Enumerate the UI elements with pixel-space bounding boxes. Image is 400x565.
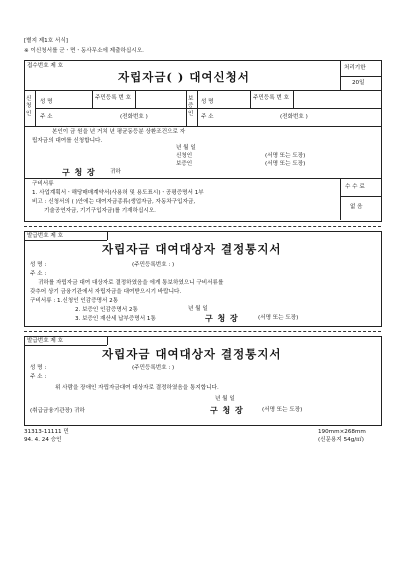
divider <box>340 60 341 90</box>
notice1-docs-item-2: 2. 보증인 인감증명서 2통 <box>75 307 138 313</box>
guarantor-signature-label: 보증인 <box>176 161 193 167</box>
divider <box>24 90 381 91</box>
divider <box>92 90 93 108</box>
applicant-signature-label: 신청인 <box>176 153 193 159</box>
divider <box>197 90 198 126</box>
divider <box>186 90 187 126</box>
approval-date: 94. 4. 24 승인 <box>24 437 62 443</box>
notice1-docs-title: 구비서류 : 1.신청인 인감증명서 2통 <box>30 298 119 304</box>
applicant-signature-note: (서명 또는 도장) <box>265 153 306 159</box>
notice2-bank-label: (취급금융기관장) 귀하 <box>30 408 85 414</box>
guarantor-name-label: 성 명 <box>201 99 214 105</box>
processing-period-value: 20일 <box>352 80 365 86</box>
paper-size: 190mm×268mm <box>318 429 366 435</box>
applicant-side-label: 신청인 <box>26 96 32 117</box>
divider <box>340 76 381 77</box>
divider <box>24 178 381 179</box>
office-suffix: 귀하 <box>110 169 121 175</box>
notice1-id-label: (주민등록번호 : ) <box>132 262 175 268</box>
cut-line <box>24 226 381 227</box>
docs-note-2: 기술공연자금, 기기구입자금)를 기재하십시오. <box>44 208 156 214</box>
divider <box>340 196 381 197</box>
notice1-office: 구 청 장 <box>205 313 239 323</box>
notice1-sign-note: (서명 또는 도장) <box>258 315 299 321</box>
form-reference: [별지 제1호 서식] <box>24 38 68 44</box>
notice1-name-label: 성 명 : <box>30 262 47 268</box>
notice2-sign-note: (서명 또는 도장) <box>262 407 303 413</box>
guarantor-address-label: 주 소 <box>201 114 214 120</box>
processing-period-label: 처리기한 <box>344 65 366 71</box>
divider <box>107 231 108 240</box>
applicant-address-label: 주 소 <box>40 114 53 120</box>
request-text-line1: 본인이 금 원을 년 거치 년 평균동등분 상환조건으로 자 <box>52 129 186 135</box>
form-code: 31313-11111 민 <box>24 429 69 435</box>
docs-item-1: 1. 사업계획서ㆍ해당매매계약서(사용허 및 용도표시)ㆍ공평증명서 1부 <box>32 190 204 196</box>
notice1-address-label: 주 소 : <box>30 271 47 277</box>
notice2-name-label: 성 명 : <box>30 365 47 371</box>
notice2-office: 구 청 장 <box>210 405 244 415</box>
request-text-line2: 립자금의 대여를 신청합니다. <box>32 138 103 144</box>
docs-label: 구비서류 <box>32 181 54 187</box>
notice1-title: 자립자금 대여대상자 결정통지서 <box>102 242 282 256</box>
notice1-body-line2: 갖추어 상기 금융기관에서 자립자금을 대여받으시기 바랍니다. <box>30 289 182 295</box>
applicant-phone-label: (전화번호 ) <box>120 114 148 120</box>
fee-value: 없 음 <box>350 204 363 210</box>
docs-note: 비고 : 신청서의 ( )안에는 대여자금종류(생업자금, 자동차구입자금, <box>32 199 196 205</box>
divider <box>340 178 341 220</box>
notice2-date: 년 월 일 <box>215 396 235 402</box>
notice1-body-line1: 귀하를 자립자금 대여 대상자로 결정하였음을 에게 통보하였으니 구비서류를 <box>38 280 224 286</box>
submission-note: ※ 이신청서를 군ㆍ면ㆍ동사무소에 제출하십시오. <box>24 48 144 54</box>
divider <box>35 108 381 109</box>
guarantor-signature-note: (서명 또는 도장) <box>265 161 306 167</box>
divider <box>293 90 294 108</box>
paper-type: (신문용지 54g/㎡) <box>318 437 364 443</box>
applicant-name-label: 성 명 <box>40 99 53 105</box>
fee-label: 수 수 료 <box>345 184 365 190</box>
guarantor-id-label: 주민등록 번 호 <box>253 95 289 101</box>
cut-line <box>24 331 381 332</box>
divider <box>135 90 136 108</box>
notice2-id-label: (주민등록번호 : ) <box>132 365 175 371</box>
guarantor-side-label: 보증인 <box>188 96 194 117</box>
application-title: 자립자금( ) 대여신청서 <box>118 70 250 84</box>
divider <box>107 336 108 345</box>
notice1-receipt-label: 발급번호 제 호 <box>27 233 63 239</box>
notice2-receipt-label: 발급번호 제 호 <box>27 338 63 344</box>
office-name: 구 청 장 <box>62 167 96 177</box>
divider <box>24 126 381 127</box>
notice1-docs-item-3: 3. 보증인 재산세 납부증명서 1통 <box>75 316 156 322</box>
application-date: 년 월 일 <box>176 145 196 151</box>
divider <box>24 240 107 241</box>
applicant-id-label: 주민등록 번 호 <box>95 95 131 101</box>
notice1-date: 년 월 일 <box>188 306 208 312</box>
divider <box>250 90 251 108</box>
notice2-address-label: 주 소 : <box>30 374 47 380</box>
guarantor-phone-label: (전화번호 ) <box>280 114 308 120</box>
notice2-title: 자립자금 대여대상자 결정통지서 <box>102 347 282 361</box>
divider <box>24 345 107 346</box>
notice2-body-line1: 위 사람을 장애인 자립자금대여 대상자로 결정하였음을 통지합니다. <box>55 385 219 391</box>
receipt-number-label: 접수번호 제 호 <box>27 63 63 69</box>
